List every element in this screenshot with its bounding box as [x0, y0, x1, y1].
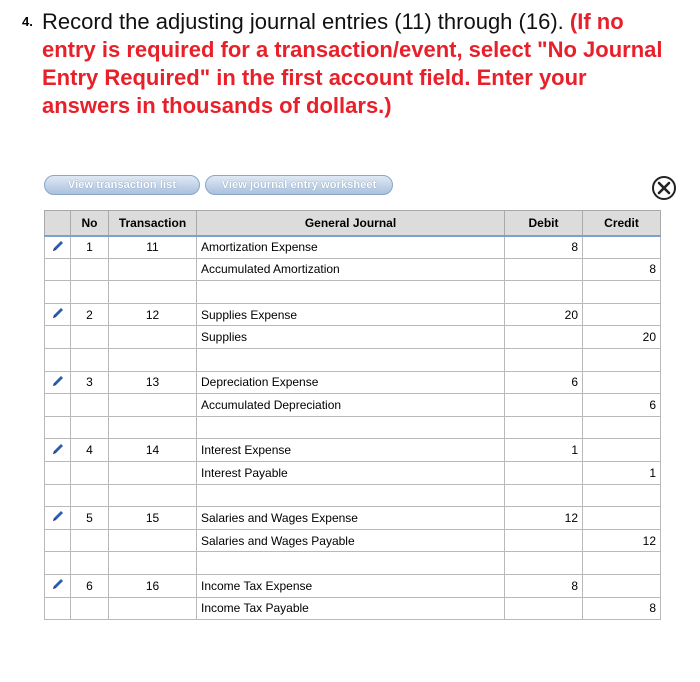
debit-account: Supplies Expense: [197, 303, 505, 326]
credit-account: Salaries and Wages Payable: [197, 529, 505, 552]
entry-debit-row: [45, 371, 661, 394]
view-transaction-list-button[interactable]: View transaction list: [44, 175, 200, 195]
blank-cell: [505, 281, 583, 304]
transaction-col-header: Transaction: [109, 211, 197, 236]
blank-cell: [197, 484, 505, 507]
table-header-row: [45, 211, 661, 236]
question-number: 4.: [22, 14, 33, 29]
no-cell-empty: [71, 461, 109, 484]
general-journal-col-header: General Journal: [197, 211, 505, 236]
edit-cell-empty: [45, 461, 71, 484]
credit-account: Accumulated Depreciation: [197, 394, 505, 417]
credit-amount-empty: [583, 574, 661, 597]
no-cell-empty: [71, 394, 109, 417]
debit-account: Interest Expense: [197, 439, 505, 462]
pencil-icon[interactable]: [51, 577, 65, 594]
edit-cell: [45, 507, 71, 530]
blank-cell: [197, 416, 505, 439]
edit-cell-empty: [45, 258, 71, 281]
blank-cell: [109, 416, 197, 439]
entry-credit-row: [45, 394, 661, 417]
debit-amount-empty: [505, 597, 583, 620]
entry-no: 1: [71, 236, 109, 259]
entry-debit-row: [45, 507, 661, 530]
blank-cell: [197, 348, 505, 371]
blank-cell: [583, 281, 661, 304]
close-icon[interactable]: [652, 176, 676, 200]
credit-amount-empty: [583, 303, 661, 326]
edit-col-header: [45, 211, 71, 236]
credit-col-header: Credit: [583, 211, 661, 236]
blank-cell: [71, 281, 109, 304]
credit-amount: 8: [583, 597, 661, 620]
blank-cell: [583, 552, 661, 575]
transaction-cell-empty: [109, 529, 197, 552]
entry-blank-row: [45, 484, 661, 507]
entry-transaction: 11: [109, 236, 197, 259]
credit-account: Interest Payable: [197, 461, 505, 484]
pencil-icon[interactable]: [51, 306, 65, 323]
no-cell-empty: [71, 529, 109, 552]
debit-account: Income Tax Expense: [197, 574, 505, 597]
edit-cell: [45, 303, 71, 326]
entry-debit-row: [45, 439, 661, 462]
credit-amount: 1: [583, 461, 661, 484]
blank-cell: [109, 484, 197, 507]
no-cell-empty: [71, 326, 109, 349]
blank-cell: [505, 552, 583, 575]
entry-transaction: 14: [109, 439, 197, 462]
blank-cell: [71, 484, 109, 507]
credit-account: Supplies: [197, 326, 505, 349]
blank-cell: [45, 484, 71, 507]
pencil-icon[interactable]: [51, 442, 65, 459]
blank-cell: [71, 416, 109, 439]
question-instruction: Record the adjusting journal entries (11) through (16).: [42, 9, 570, 34]
credit-amount: 20: [583, 326, 661, 349]
debit-amount-empty: [505, 258, 583, 281]
blank-cell: [109, 552, 197, 575]
credit-amount-empty: [583, 236, 661, 259]
entry-debit-row: [45, 574, 661, 597]
transaction-cell-empty: [109, 394, 197, 417]
debit-account: Amortization Expense: [197, 236, 505, 259]
credit-amount: 6: [583, 394, 661, 417]
pencil-icon[interactable]: [51, 239, 65, 256]
credit-account: Accumulated Amortization: [197, 258, 505, 281]
debit-amount: 20: [505, 303, 583, 326]
question-text: [42, 8, 672, 120]
blank-cell: [45, 281, 71, 304]
debit-col-header: Debit: [505, 211, 583, 236]
blank-cell: [583, 348, 661, 371]
blank-cell: [583, 416, 661, 439]
debit-amount: 1: [505, 439, 583, 462]
edit-cell-empty: [45, 529, 71, 552]
pencil-icon[interactable]: [51, 374, 65, 391]
blank-cell: [71, 348, 109, 371]
blank-cell: [197, 552, 505, 575]
edit-cell-empty: [45, 326, 71, 349]
blank-cell: [45, 416, 71, 439]
debit-amount-empty: [505, 394, 583, 417]
no-cell-empty: [71, 258, 109, 281]
entry-blank-row: [45, 416, 661, 439]
entry-no: 3: [71, 371, 109, 394]
debit-amount-empty: [505, 461, 583, 484]
entry-credit-row: [45, 597, 661, 620]
blank-cell: [505, 484, 583, 507]
entry-blank-row: [45, 348, 661, 371]
blank-cell: [45, 552, 71, 575]
question-note: (If no entry is required for a transaction/event, select "No Journal Entry Required" in the first account field. Enter your answers in thousands of dollars.): [42, 9, 663, 118]
edit-cell: [45, 439, 71, 462]
debit-amount: 12: [505, 507, 583, 530]
credit-account: Income Tax Payable: [197, 597, 505, 620]
credit-amount-empty: [583, 371, 661, 394]
blank-cell: [109, 348, 197, 371]
pencil-icon[interactable]: [51, 509, 65, 526]
entry-transaction: 15: [109, 507, 197, 530]
blank-cell: [505, 348, 583, 371]
transaction-cell-empty: [109, 597, 197, 620]
edit-cell: [45, 371, 71, 394]
entry-transaction: 13: [109, 371, 197, 394]
entry-transaction: 16: [109, 574, 197, 597]
entry-no: 4: [71, 439, 109, 462]
debit-amount-empty: [505, 529, 583, 552]
entry-credit-row: [45, 326, 661, 349]
edit-cell: [45, 574, 71, 597]
transaction-cell-empty: [109, 461, 197, 484]
blank-cell: [583, 484, 661, 507]
entry-no: 6: [71, 574, 109, 597]
blank-cell: [45, 348, 71, 371]
edit-cell-empty: [45, 597, 71, 620]
debit-account: Salaries and Wages Expense: [197, 507, 505, 530]
credit-amount: 12: [583, 529, 661, 552]
debit-account: Depreciation Expense: [197, 371, 505, 394]
entry-debit-row: [45, 236, 661, 259]
debit-amount: 8: [505, 236, 583, 259]
blank-cell: [505, 416, 583, 439]
entry-debit-row: [45, 303, 661, 326]
entry-credit-row: [45, 258, 661, 281]
blank-cell: [109, 281, 197, 304]
blank-cell: [71, 552, 109, 575]
credit-amount-empty: [583, 439, 661, 462]
no-col-header: No: [71, 211, 109, 236]
credit-amount: 8: [583, 258, 661, 281]
debit-amount: 8: [505, 574, 583, 597]
journal-table: [44, 210, 661, 620]
entry-no: 2: [71, 303, 109, 326]
edit-cell: [45, 236, 71, 259]
entry-blank-row: [45, 281, 661, 304]
transaction-cell-empty: [109, 258, 197, 281]
entry-credit-row: [45, 529, 661, 552]
entry-no: 5: [71, 507, 109, 530]
debit-amount-empty: [505, 326, 583, 349]
blank-cell: [197, 281, 505, 304]
entry-blank-row: [45, 552, 661, 575]
debit-amount: 6: [505, 371, 583, 394]
entry-transaction: 12: [109, 303, 197, 326]
transaction-cell-empty: [109, 326, 197, 349]
no-cell-empty: [71, 597, 109, 620]
entry-credit-row: [45, 461, 661, 484]
edit-cell-empty: [45, 394, 71, 417]
credit-amount-empty: [583, 507, 661, 530]
view-journal-entry-worksheet-button[interactable]: View journal entry worksheet: [205, 175, 393, 195]
